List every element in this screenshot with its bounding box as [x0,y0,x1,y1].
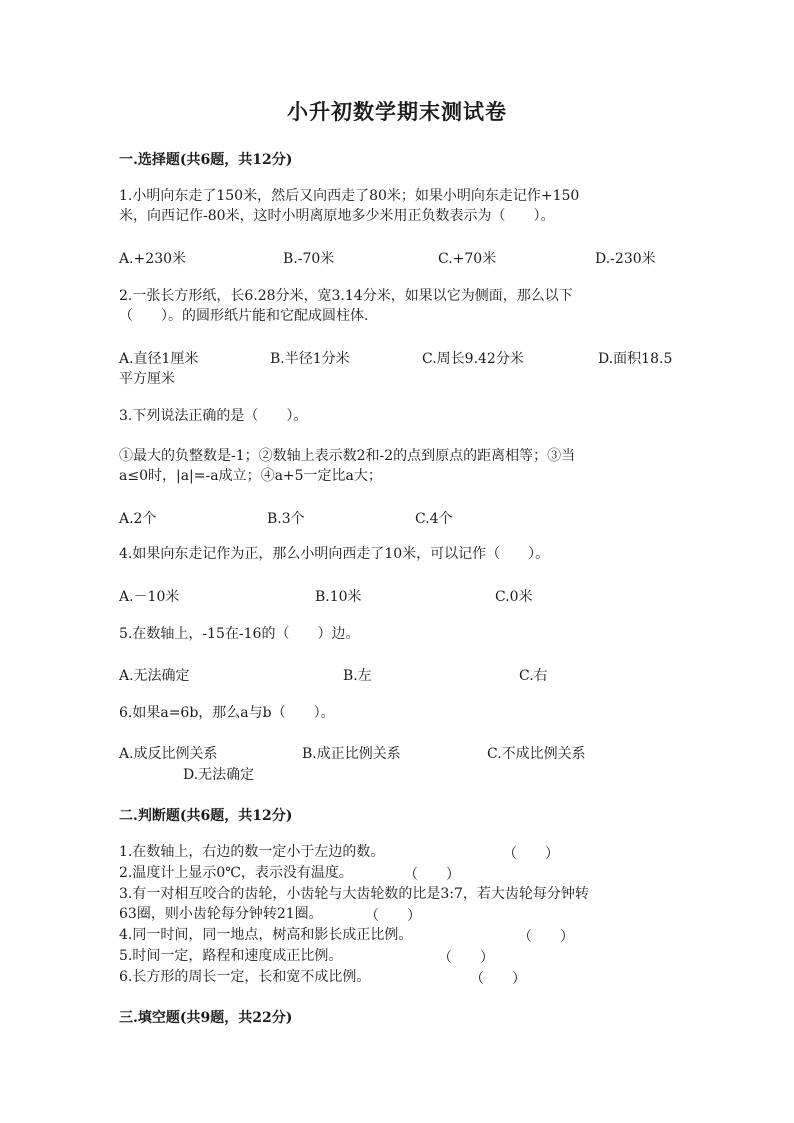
question-1-stem-line-2: 米，向西记作-80米，这时小明离原地多少米用正负数表示为（ ）。 [119,208,555,224]
judgement-item-3-line-2: 63圈，则小齿轮每分钟转21圈。 [119,906,323,922]
question-1-option-d[interactable]: D.-230米 [595,251,656,267]
judgement-item-3-blank[interactable]: （ ） [365,908,421,924]
judgement-item-5-blank[interactable]: （ ） [438,950,494,966]
question-1-option-b[interactable]: B.-70米 [283,251,335,267]
judgement-item-3-line-1: 3.有一对相互咬合的齿轮，小齿轮与大齿轮数的比是3:7，若大齿轮每分钟转 [119,886,589,902]
question-6-option-c[interactable]: C.不成比例关系 [487,746,586,762]
judgement-item-4: 4.同一时间，同一地点，树高和影长成正比例。 [119,927,413,943]
judgement-item-1-blank[interactable]: （ ） [503,846,559,862]
question-6-option-b[interactable]: B.成正比例关系 [302,746,401,762]
question-2-option-c[interactable]: C.周长9.42分米 [422,351,524,367]
judgement-item-1: 1.在数轴上，右边的数一定小于左边的数。 [119,844,385,860]
question-4-option-c[interactable]: C.0米 [495,589,533,605]
question-5-stem: 5.在数轴上，-15在-16的（ ）边。 [119,626,360,642]
question-4-stem: 4.如果向东走记作为正，那么小明向西走了10米，可以记作（ ）。 [119,546,550,562]
question-5-option-c[interactable]: C.右 [519,668,548,684]
section-heading-fill-blank: 三.填空题(共9题，共22分) [119,1010,293,1026]
question-6-option-a[interactable]: A.成反比例关系 [119,746,218,762]
question-3-statements-line-2: a≤0时，|a|=-a成立；④a+5一定比a大； [119,468,382,484]
question-3-option-a[interactable]: A.2个 [119,511,157,527]
question-4-option-a[interactable]: A.－10米 [119,589,180,605]
question-3-option-c[interactable]: C.4个 [415,511,453,527]
question-4-option-b[interactable]: B.10米 [315,589,362,605]
question-2-option-a[interactable]: A.直径1厘米 [119,351,199,367]
question-5-option-a[interactable]: A.无法确定 [119,668,190,684]
question-6-option-d[interactable]: D.无法确定 [183,767,255,783]
question-1-stem-line-1: 1.小明向东走了150米，然后又向西走了80米；如果小明向东走记作+150 [119,188,580,204]
question-2-stem-line-2: （ ）。的圆形纸片能和它配成圆柱体. [119,308,369,324]
judgement-item-6: 6.长方形的周长一定，长和宽不成比例。 [119,969,371,985]
judgement-item-6-blank[interactable]: （ ） [470,971,526,987]
judgement-item-2: 2.温度计上显示0℃，表示没有温度。 [119,865,353,881]
section-heading-choice: 一.选择题(共6题，共12分) [119,152,293,168]
question-3-option-b[interactable]: B.3个 [267,511,305,527]
question-6-stem: 6.如果a=6b，那么a与b（ ）。 [119,705,335,721]
judgement-item-2-blank[interactable]: （ ） [404,867,460,883]
judgement-item-4-blank[interactable]: （ ） [518,929,574,945]
question-2-stem-line-1: 2.一张长方形纸，长6.28分米，宽3.14分米，如果以它为侧面，那么以下 [119,288,573,304]
judgement-item-5: 5.时间一定，路程和速度成正比例。 [119,948,343,964]
question-3-stem: 3.下列说法正确的是（ ）。 [119,408,308,424]
question-5-option-b[interactable]: B.左 [343,668,372,684]
section-heading-judgement: 二.判断题(共6题，共12分) [119,808,293,824]
page-title: 小升初数学期末测试卷 [287,99,507,124]
question-2-option-d-continued: 平方厘米 [119,371,175,387]
question-1-option-a[interactable]: A.+230米 [119,251,187,267]
question-3-statements-line-1: ①最大的负整数是-1；②数轴上表示数2和-2的点到原点的距离相等；③当 [119,448,576,464]
question-2-option-b[interactable]: B.半径1分米 [270,351,350,367]
question-1-option-c[interactable]: C.+70米 [438,251,497,267]
question-2-option-d[interactable]: D.面积18.5 [598,351,673,367]
